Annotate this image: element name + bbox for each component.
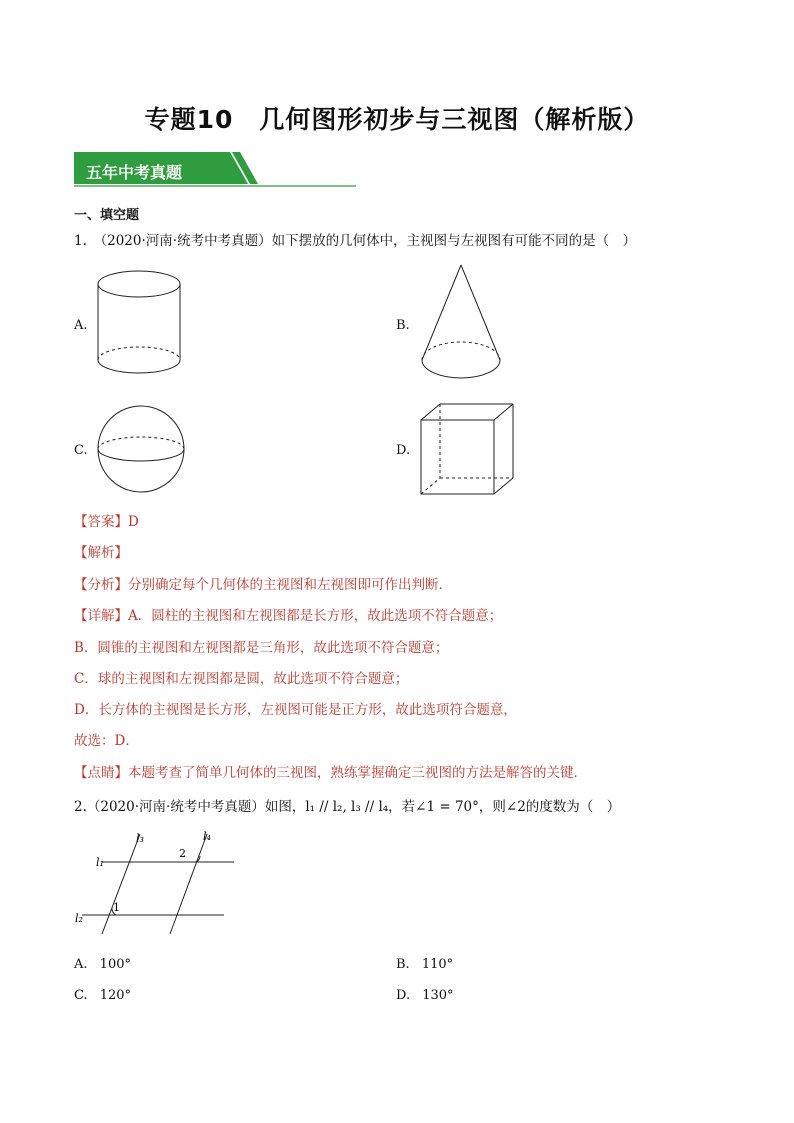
cylinder-figure [94,268,184,386]
q1-analysis-heading: 【解析】 [74,545,128,561]
label-l1: l₁ [96,856,104,869]
label-l4: l₄ [203,830,211,843]
q1-option-b-label: B. [396,318,410,333]
label-l3: l₃ [136,832,144,845]
q1-option-a-label: A. [74,318,88,333]
q1-detail-line: D．长方体的主视图是长方形，左视图可能是正方形，故此选项符合题意， [74,702,517,718]
q1-comment: 【点睛】本题考查了简单几何体的三视图，熟练掌握确定三视图的方法是解答的关键． [74,765,587,781]
angle-2-label: 2 [179,847,186,860]
q1-detail-line: 故选：D． [74,733,139,749]
angle-1-label: 1 [113,901,120,914]
q2-option-b-value: 110° [421,957,454,972]
q1-option-d-label: D. [396,443,411,458]
question-2-stem: 2.（2020·河南·统考中考真题）如图，l₁ // l₂, l₃ // l₄，若∠1 = 70°，则∠2的度数为（ ） [74,799,621,815]
page-title: 专题10 几何图形初步与三视图（解析版） [144,105,650,134]
q2-option-c-label: C. [74,988,88,1003]
cuboid-figure [418,402,518,498]
cone-figure [418,262,508,384]
q2-option-b [396,957,453,972]
q1-detail-line: B．圆锥的主视图和左视图都是三角形，故此选项不符合题意； [74,640,449,656]
q1-answer: 【答案】D [74,514,139,530]
parallel-lines-figure [72,826,237,936]
sphere-figure [94,404,190,496]
q2-option-d-label: D. [396,988,411,1003]
q1-analysis: 【分析】分别确定每个几何体的主视图和左视图即可作出判断． [74,577,452,593]
q2-option-c [74,988,131,1003]
q2-option-d [396,988,454,1003]
q1-option-c-label: C. [74,443,88,458]
q2-option-a [74,957,131,972]
q1-detail-line: 【详解】A．圆柱的主视图和左视图都是长方形，故此选项不符合题意； [74,608,503,624]
section-heading: 一、填空题 [74,208,140,223]
q2-option-d-value: 130° [422,988,454,1003]
q1-detail-line: C．球的主视图和左视图都是圆，故此选项不符合题意； [74,671,409,687]
question-1-stem: 1. （2020·河南·统考中考真题）如下摆放的几何体中，主视图与左视图有可能不同的是（ ） [74,233,637,249]
banner-label: 五年中考真题 [86,163,183,182]
q2-option-a-label: A. [74,957,88,972]
q2-option-c-value: 120° [99,988,132,1003]
q2-option-a-value: 100° [99,957,131,972]
q2-option-b-label: B. [396,957,410,972]
label-l2: l₂ [75,912,83,925]
